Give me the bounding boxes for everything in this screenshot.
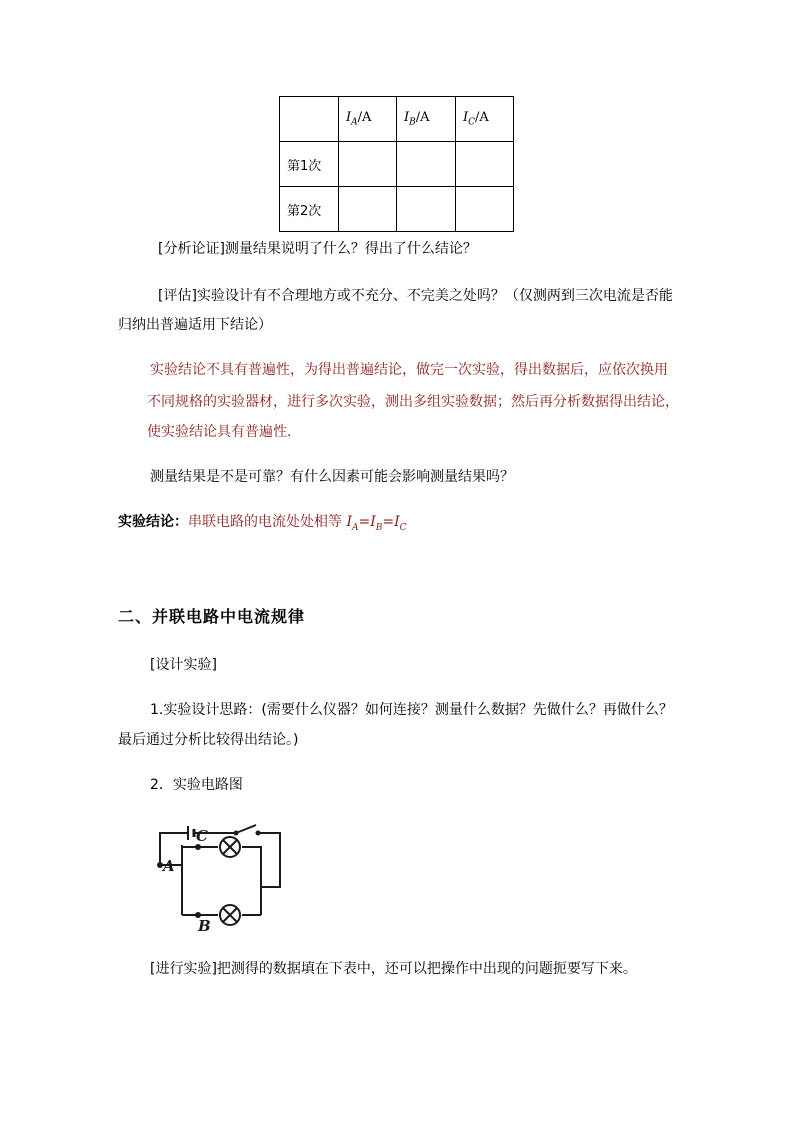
table-cell[interactable] [339, 142, 397, 187]
step2-heading: 2．实验电路图 [150, 777, 243, 793]
switch-contact-icon [256, 831, 261, 836]
header-ib: $I_B/A$ [397, 97, 456, 142]
step1-line-2: 最后通过分析比较得出结论。) [118, 732, 299, 748]
header-ic: $I_C/A$ [456, 97, 514, 142]
evaluation-line-1: [评估]实验设计有不合理地方或不充分、不完美之处吗？（仅测两到三次电流是否能 [158, 288, 673, 304]
table-cell[interactable] [397, 142, 456, 187]
section-title: 二、并联电路中电流规律 [118, 607, 306, 626]
analysis-paragraph: [分析论证]测量结果说明了什么？得出了什么结论？ [158, 241, 477, 257]
node-a-label: A [163, 857, 175, 875]
table-cell[interactable] [456, 142, 514, 187]
parallel-circuit-diagram [148, 815, 288, 933]
proceed-paragraph: [进行实验]把测得的数据填在下表中，还可以把操作中出现的问题扼要写下来。 [150, 961, 637, 977]
node-c-label: C [196, 827, 208, 845]
answer-line-1: 实验结论不具有普遍性，为得出普遍结论，做完一次实验，得出数据后，应依次换用 [150, 362, 668, 378]
answer-line-2: 不同规格的实验器材，进行多次实验，测出多组实验数据；然后再分析数据得出结论， [147, 394, 679, 410]
design-heading: [设计实验] [150, 657, 217, 673]
conclusion-formula: $I_A=I_B=I_C$ [346, 514, 407, 533]
series-current-table [279, 96, 514, 232]
table-corner-cell [280, 97, 339, 142]
series-conclusion [118, 515, 407, 533]
table-cell[interactable] [397, 187, 456, 232]
header-ia: $I_A/A$ [339, 97, 397, 142]
table-cell[interactable] [339, 187, 397, 232]
table-cell[interactable] [456, 187, 514, 232]
row-label: 第2次 [280, 187, 339, 232]
switch-blade-icon [236, 825, 256, 833]
conclusion-text: 串联电路的电流处处相等 [188, 514, 347, 530]
reliability-question: 测量结果是不是可靠？有什么因素可能会影响测量结果吗？ [150, 469, 514, 485]
switch-contact-icon [234, 831, 239, 836]
wire-right-bus [242, 847, 261, 915]
conclusion-label: 实验结论： [118, 514, 188, 530]
evaluation-line-2: 归纳出普遍适用下结论） [118, 317, 272, 333]
step1-line-1: 1.实验设计思路：(需要什么仪器？如何连接？测量什么数据？先做什么？再做什么？ [150, 702, 673, 718]
row-label: 第1次 [280, 142, 339, 187]
node-b-label: B [198, 917, 211, 933]
table-row [280, 142, 514, 187]
answer-line-3: 使实验结论具有普遍性. [147, 424, 292, 440]
table-row [280, 187, 514, 232]
table-header-row [280, 97, 514, 142]
